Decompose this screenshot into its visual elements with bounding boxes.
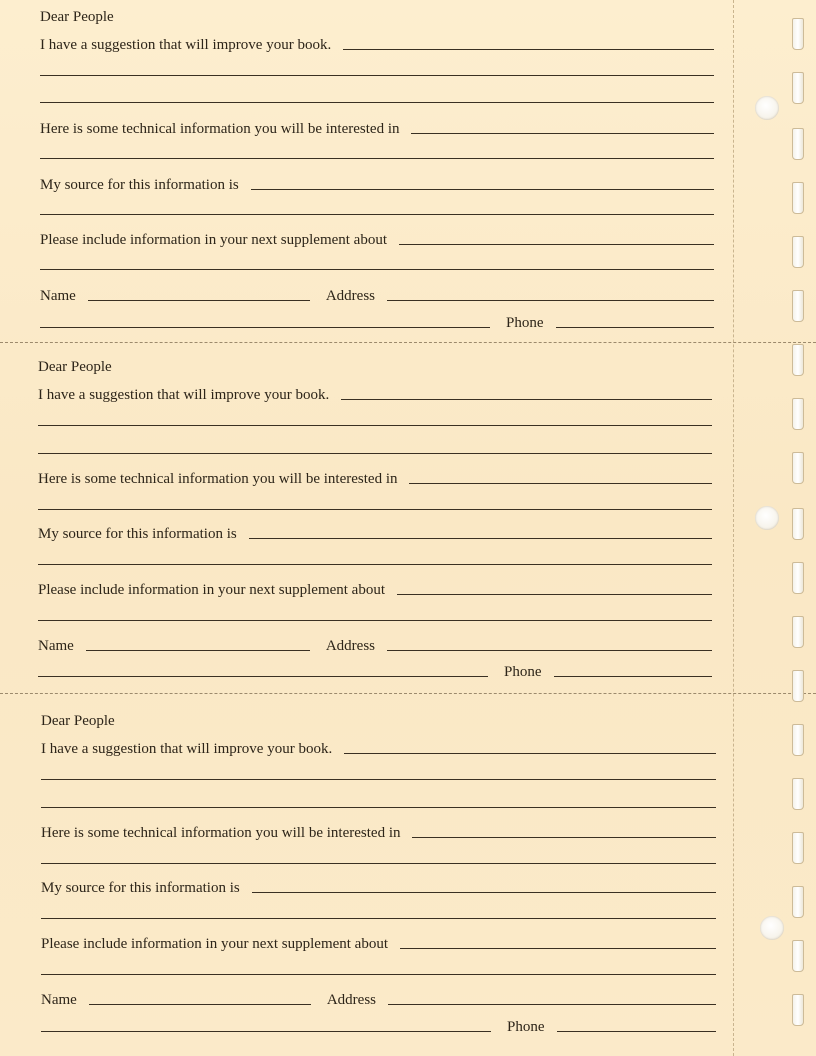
- supplement-row: [40, 227, 714, 249]
- suggestion-label: I have a suggestion that will improve your book.: [40, 37, 332, 53]
- name-address-row: [38, 633, 712, 655]
- supplement-field[interactable]: [399, 244, 714, 245]
- technical-label: Here is some technical information you will be interested in: [41, 825, 401, 841]
- suggestion-field[interactable]: [343, 49, 714, 50]
- supplement-field[interactable]: [397, 594, 712, 595]
- binder-slot: [792, 832, 804, 864]
- phone-row: [41, 1014, 716, 1036]
- binder-slot: [792, 452, 804, 484]
- technical-field[interactable]: [412, 837, 716, 838]
- greeting: Dear People: [41, 713, 115, 729]
- suggestion-field[interactable]: [341, 399, 712, 400]
- binder-slot: [792, 778, 804, 810]
- address-field[interactable]: [387, 300, 714, 301]
- suggestion-field-line[interactable]: [41, 807, 716, 808]
- binder-slot: [792, 886, 804, 918]
- technical-field-line[interactable]: [41, 863, 716, 864]
- binder-slot: [792, 616, 804, 648]
- source-field-line[interactable]: [41, 918, 716, 919]
- suggestion-row: [38, 382, 712, 404]
- binder-slot: [792, 236, 804, 268]
- suggestion-card: [0, 0, 720, 330]
- address-field[interactable]: [388, 1004, 716, 1005]
- binder-slot: [792, 994, 804, 1026]
- binder-slot: [792, 562, 804, 594]
- suggestion-field-line[interactable]: [40, 102, 714, 103]
- source-field-line[interactable]: [40, 214, 714, 215]
- binder-slot: [792, 182, 804, 214]
- perforation-line: [0, 693, 816, 694]
- source-label: My source for this information is: [38, 526, 237, 542]
- source-field-line[interactable]: [38, 564, 712, 565]
- address-label: Address: [326, 992, 376, 1008]
- address-label: Address: [325, 288, 375, 304]
- name-address-row: [40, 283, 714, 305]
- source-row: [40, 172, 714, 194]
- binder-slot: [792, 724, 804, 756]
- greeting: Dear People: [40, 9, 114, 25]
- phone-label: Phone: [504, 664, 542, 680]
- binder-slot: [792, 128, 804, 160]
- phone-field[interactable]: [554, 676, 713, 677]
- technical-row: [40, 116, 714, 138]
- technical-row: [41, 820, 716, 842]
- supplement-field[interactable]: [400, 948, 716, 949]
- phone-label: Phone: [507, 1019, 545, 1035]
- suggestion-card: [0, 704, 720, 1034]
- technical-label: Here is some technical information you will be interested in: [40, 121, 400, 137]
- binder-hole: [755, 506, 779, 530]
- supplement-label: Please include information in your next supplement about: [40, 232, 388, 248]
- address-field-line[interactable]: [41, 1031, 491, 1032]
- vertical-perforation: [733, 0, 734, 1056]
- name-field[interactable]: [88, 300, 310, 301]
- binder-slot: [792, 398, 804, 430]
- source-field[interactable]: [249, 538, 712, 539]
- name-label: Name: [40, 288, 76, 304]
- supplement-field-line[interactable]: [41, 974, 716, 975]
- source-label: My source for this information is: [40, 177, 239, 193]
- binder-slot: [792, 344, 804, 376]
- source-label: My source for this information is: [41, 880, 240, 896]
- technical-field[interactable]: [409, 483, 712, 484]
- suggestion-field-line[interactable]: [38, 453, 712, 454]
- supplement-row: [41, 931, 716, 953]
- address-label: Address: [325, 638, 375, 654]
- binder-hole: [760, 916, 784, 940]
- technical-field-line[interactable]: [38, 509, 712, 510]
- suggestion-label: I have a suggestion that will improve your book.: [41, 741, 333, 757]
- source-row: [41, 875, 716, 897]
- suggestion-field-line[interactable]: [40, 75, 714, 76]
- binder-slot: [792, 508, 804, 540]
- suggestion-field[interactable]: [344, 753, 716, 754]
- perforation-line: [0, 342, 816, 343]
- phone-row: [40, 310, 714, 332]
- binder-hole: [755, 96, 779, 120]
- phone-label: Phone: [506, 315, 544, 331]
- supplement-field-line[interactable]: [38, 620, 712, 621]
- phone-row: [38, 659, 712, 681]
- supplement-row: [38, 577, 712, 599]
- suggestion-label: I have a suggestion that will improve your book.: [38, 387, 330, 403]
- binder-slot: [792, 290, 804, 322]
- suggestion-row: [40, 32, 714, 54]
- supplement-label: Please include information in your next supplement about: [38, 582, 386, 598]
- binder-slot: [792, 940, 804, 972]
- name-address-row: [41, 987, 716, 1009]
- technical-row: [38, 466, 712, 488]
- address-field[interactable]: [387, 650, 712, 651]
- suggestion-card: [0, 350, 720, 680]
- binder-slot: [792, 72, 804, 104]
- source-row: [38, 521, 712, 543]
- phone-field[interactable]: [557, 1031, 717, 1032]
- address-field-line[interactable]: [38, 676, 488, 677]
- binder-slot: [792, 670, 804, 702]
- name-label: Name: [41, 992, 77, 1008]
- supplement-field-line[interactable]: [40, 269, 714, 270]
- source-field[interactable]: [252, 892, 716, 893]
- suggestion-field-line[interactable]: [41, 779, 716, 780]
- suggestion-row: [41, 736, 716, 758]
- name-field[interactable]: [89, 1004, 311, 1005]
- name-label: Name: [38, 638, 74, 654]
- binder-slot: [792, 18, 804, 50]
- technical-field-line[interactable]: [40, 158, 714, 159]
- suggestion-field-line[interactable]: [38, 425, 712, 426]
- technical-field[interactable]: [411, 133, 714, 134]
- phone-field[interactable]: [556, 327, 715, 328]
- technical-label: Here is some technical information you will be interested in: [38, 471, 398, 487]
- address-field-line[interactable]: [40, 327, 490, 328]
- source-field[interactable]: [251, 189, 714, 190]
- name-field[interactable]: [86, 650, 310, 651]
- greeting: Dear People: [38, 359, 112, 375]
- supplement-label: Please include information in your next supplement about: [41, 936, 389, 952]
